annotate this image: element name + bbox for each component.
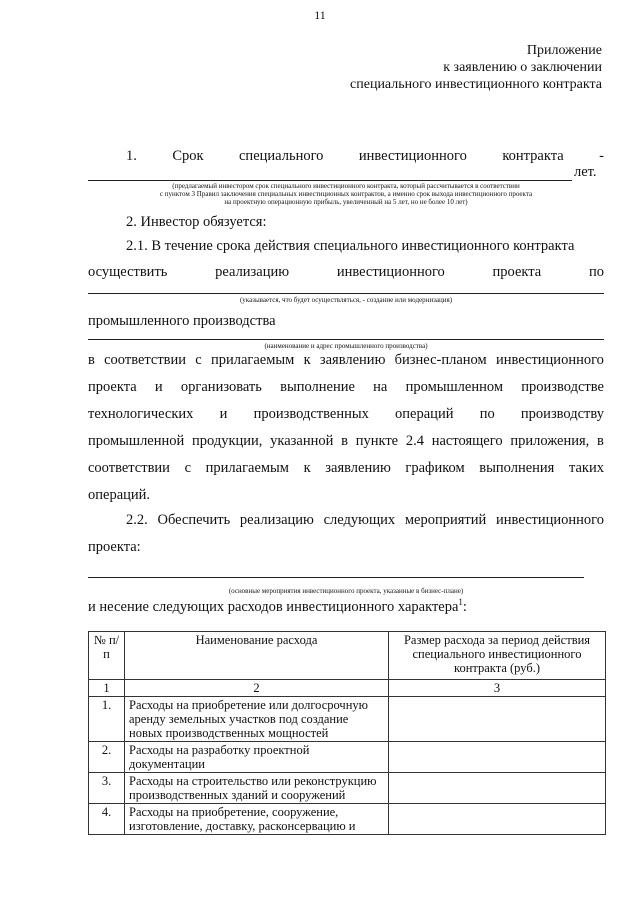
- word: промышленном: [405, 379, 504, 395]
- row-name: Расходы на строительство или реконструкцию производственных зданий и сооружений: [125, 773, 389, 804]
- row-num: 1.: [89, 697, 125, 742]
- word: пункте: [355, 433, 399, 449]
- word: продукции,: [192, 433, 263, 449]
- paragraph-last-line: операций.: [88, 487, 151, 503]
- production-value: промышленного производства: [88, 313, 276, 329]
- table-row: [89, 742, 606, 773]
- table-row: [89, 697, 606, 742]
- activities-note: (основные мероприятия инвестиционного проекта, указанные в бизнес-плане): [228, 587, 464, 595]
- word: операций: [395, 406, 454, 422]
- word: следующих: [323, 512, 396, 528]
- term-note-line: с пунктом 3 Правил заключения специальных инвестиционных контрактов, а именно срок выхода инвестиционного проекта: [159, 190, 533, 198]
- annex-line: специального инвестиционного контракта: [350, 77, 602, 92]
- column-number: 1: [89, 680, 125, 697]
- header-name: Наименование расхода: [125, 632, 389, 680]
- word: бизнес-планом: [394, 352, 487, 368]
- row-name: Расходы на приобретение, сооружение, изготовление, доставку, расконсервацию и: [125, 804, 389, 835]
- word: проекта: [88, 379, 137, 395]
- term-note-line: (предлагаемый инвестором срок специального инвестиционного контракта, который рассчитывается в соответствии: [172, 182, 520, 190]
- row-name: Расходы на разработку проектной документации: [125, 742, 389, 773]
- annex-line: к заявлению о заключении: [443, 60, 602, 75]
- word: и: [219, 406, 228, 422]
- word: соответствии: [104, 352, 187, 368]
- annex-line: Приложение: [526, 43, 602, 58]
- p21-line1: 2.1. В течение срока действия специального инвестиционного контракта: [126, 238, 575, 254]
- word: производстве: [521, 379, 604, 395]
- column-number: 3: [389, 680, 606, 697]
- item2-heading: 2. Инвестор обязуется:: [126, 214, 267, 230]
- expenses-intro: [88, 597, 467, 616]
- p21-word: реализацию: [215, 264, 290, 280]
- table-row: [89, 804, 606, 835]
- word: соответствии: [88, 460, 170, 476]
- word: заявлению: [319, 352, 386, 368]
- paragraph-line: [88, 460, 604, 477]
- item1-number: 1.: [126, 148, 137, 164]
- paragraph-line: [88, 406, 604, 423]
- word: по: [479, 406, 495, 422]
- word: прилагаемым: [205, 460, 289, 476]
- word: указанной: [270, 433, 334, 449]
- term-fill-line: [88, 180, 572, 181]
- word: выполнения: [479, 460, 555, 476]
- word: реализацию: [239, 512, 314, 528]
- row-amount: [389, 697, 606, 742]
- word: к: [303, 352, 311, 368]
- word: приложения,: [510, 433, 590, 449]
- expenses-intro-text: и несение следующих расходов инвестиционного характера: [88, 598, 459, 615]
- production-fill-line: [88, 339, 604, 340]
- item1-term-line: [126, 148, 604, 165]
- row-num: 4.: [89, 804, 125, 835]
- paragraph-line: [88, 379, 604, 396]
- annex-header: [350, 42, 602, 93]
- p21-line2: [88, 264, 604, 281]
- word: производственных: [253, 406, 369, 422]
- word: с: [195, 352, 202, 368]
- word: производству: [520, 406, 604, 422]
- word: и: [154, 379, 163, 395]
- word: настоящего: [431, 433, 503, 449]
- word: прилагаемым: [210, 352, 295, 368]
- row-amount: [389, 742, 606, 773]
- p22-line2: проекта:: [88, 539, 141, 555]
- word: в: [597, 433, 604, 449]
- table-header-row: [89, 632, 606, 680]
- row-amount: [389, 773, 606, 804]
- row-num: 3.: [89, 773, 125, 804]
- word: заявлению: [325, 460, 391, 476]
- word: мероприятий: [404, 512, 487, 528]
- column-number: 2: [125, 680, 389, 697]
- p21-word: проекта: [492, 264, 542, 280]
- item1-word: контракта: [502, 148, 564, 164]
- footnote-mark: 1: [458, 597, 463, 607]
- word: в: [341, 433, 348, 449]
- paragraph-line: [88, 433, 604, 450]
- item1-word: специального: [239, 148, 324, 164]
- item1-dash: -: [599, 148, 604, 164]
- word: на: [373, 379, 388, 395]
- term-note: [88, 182, 604, 206]
- header-num: № п/п: [89, 632, 125, 680]
- word: промышленной: [88, 433, 185, 449]
- method-note: (указывается, что будет осуществляться, - создание или модернизация): [239, 296, 453, 304]
- column-numbers-row: [89, 680, 606, 697]
- word: инвестиционного: [496, 512, 604, 528]
- p22-line1: [126, 512, 604, 529]
- word: 2.2.: [126, 512, 148, 528]
- word: Обеспечить: [157, 512, 231, 528]
- activities-fill-line: [88, 577, 584, 578]
- table-row: [89, 773, 606, 804]
- row-name: Расходы на приобретение или долгосрочную аренду земельных участков под создание новых производственных мощностей: [125, 697, 389, 742]
- header-amount: Размер расхода за период действия специального инвестиционного контракта (руб.): [389, 632, 606, 680]
- word: технологических: [88, 406, 194, 422]
- word: организовать: [180, 379, 262, 395]
- p21-word: по: [588, 264, 604, 280]
- method-fill-line: [88, 293, 604, 294]
- production-note: (наименование и адрес промышленного производства): [264, 342, 428, 350]
- word: выполнение: [280, 379, 355, 395]
- word: графиком: [405, 460, 465, 476]
- word: инвестиционного: [495, 352, 604, 368]
- page-number: 11: [314, 8, 326, 22]
- word: к: [303, 460, 311, 476]
- expenses-table: [88, 631, 606, 835]
- item1-word: инвестиционного: [358, 148, 467, 164]
- item1-word: Срок: [172, 148, 204, 164]
- term-note-line: на проектную операционную прибыль, увеличенный на 5 лет, но не более 10 лет): [224, 198, 468, 206]
- term-suffix: лет.: [574, 164, 597, 180]
- row-num: 2.: [89, 742, 125, 773]
- paragraph-line: [88, 352, 604, 369]
- row-amount: [389, 804, 606, 835]
- word: таких: [568, 460, 604, 476]
- word: с: [184, 460, 191, 476]
- p21-word: инвестиционного: [336, 264, 445, 280]
- expenses-intro-colon: :: [462, 598, 467, 615]
- word: 2.4: [405, 433, 424, 449]
- p21-word: осуществить: [88, 264, 168, 280]
- word: в: [88, 352, 95, 368]
